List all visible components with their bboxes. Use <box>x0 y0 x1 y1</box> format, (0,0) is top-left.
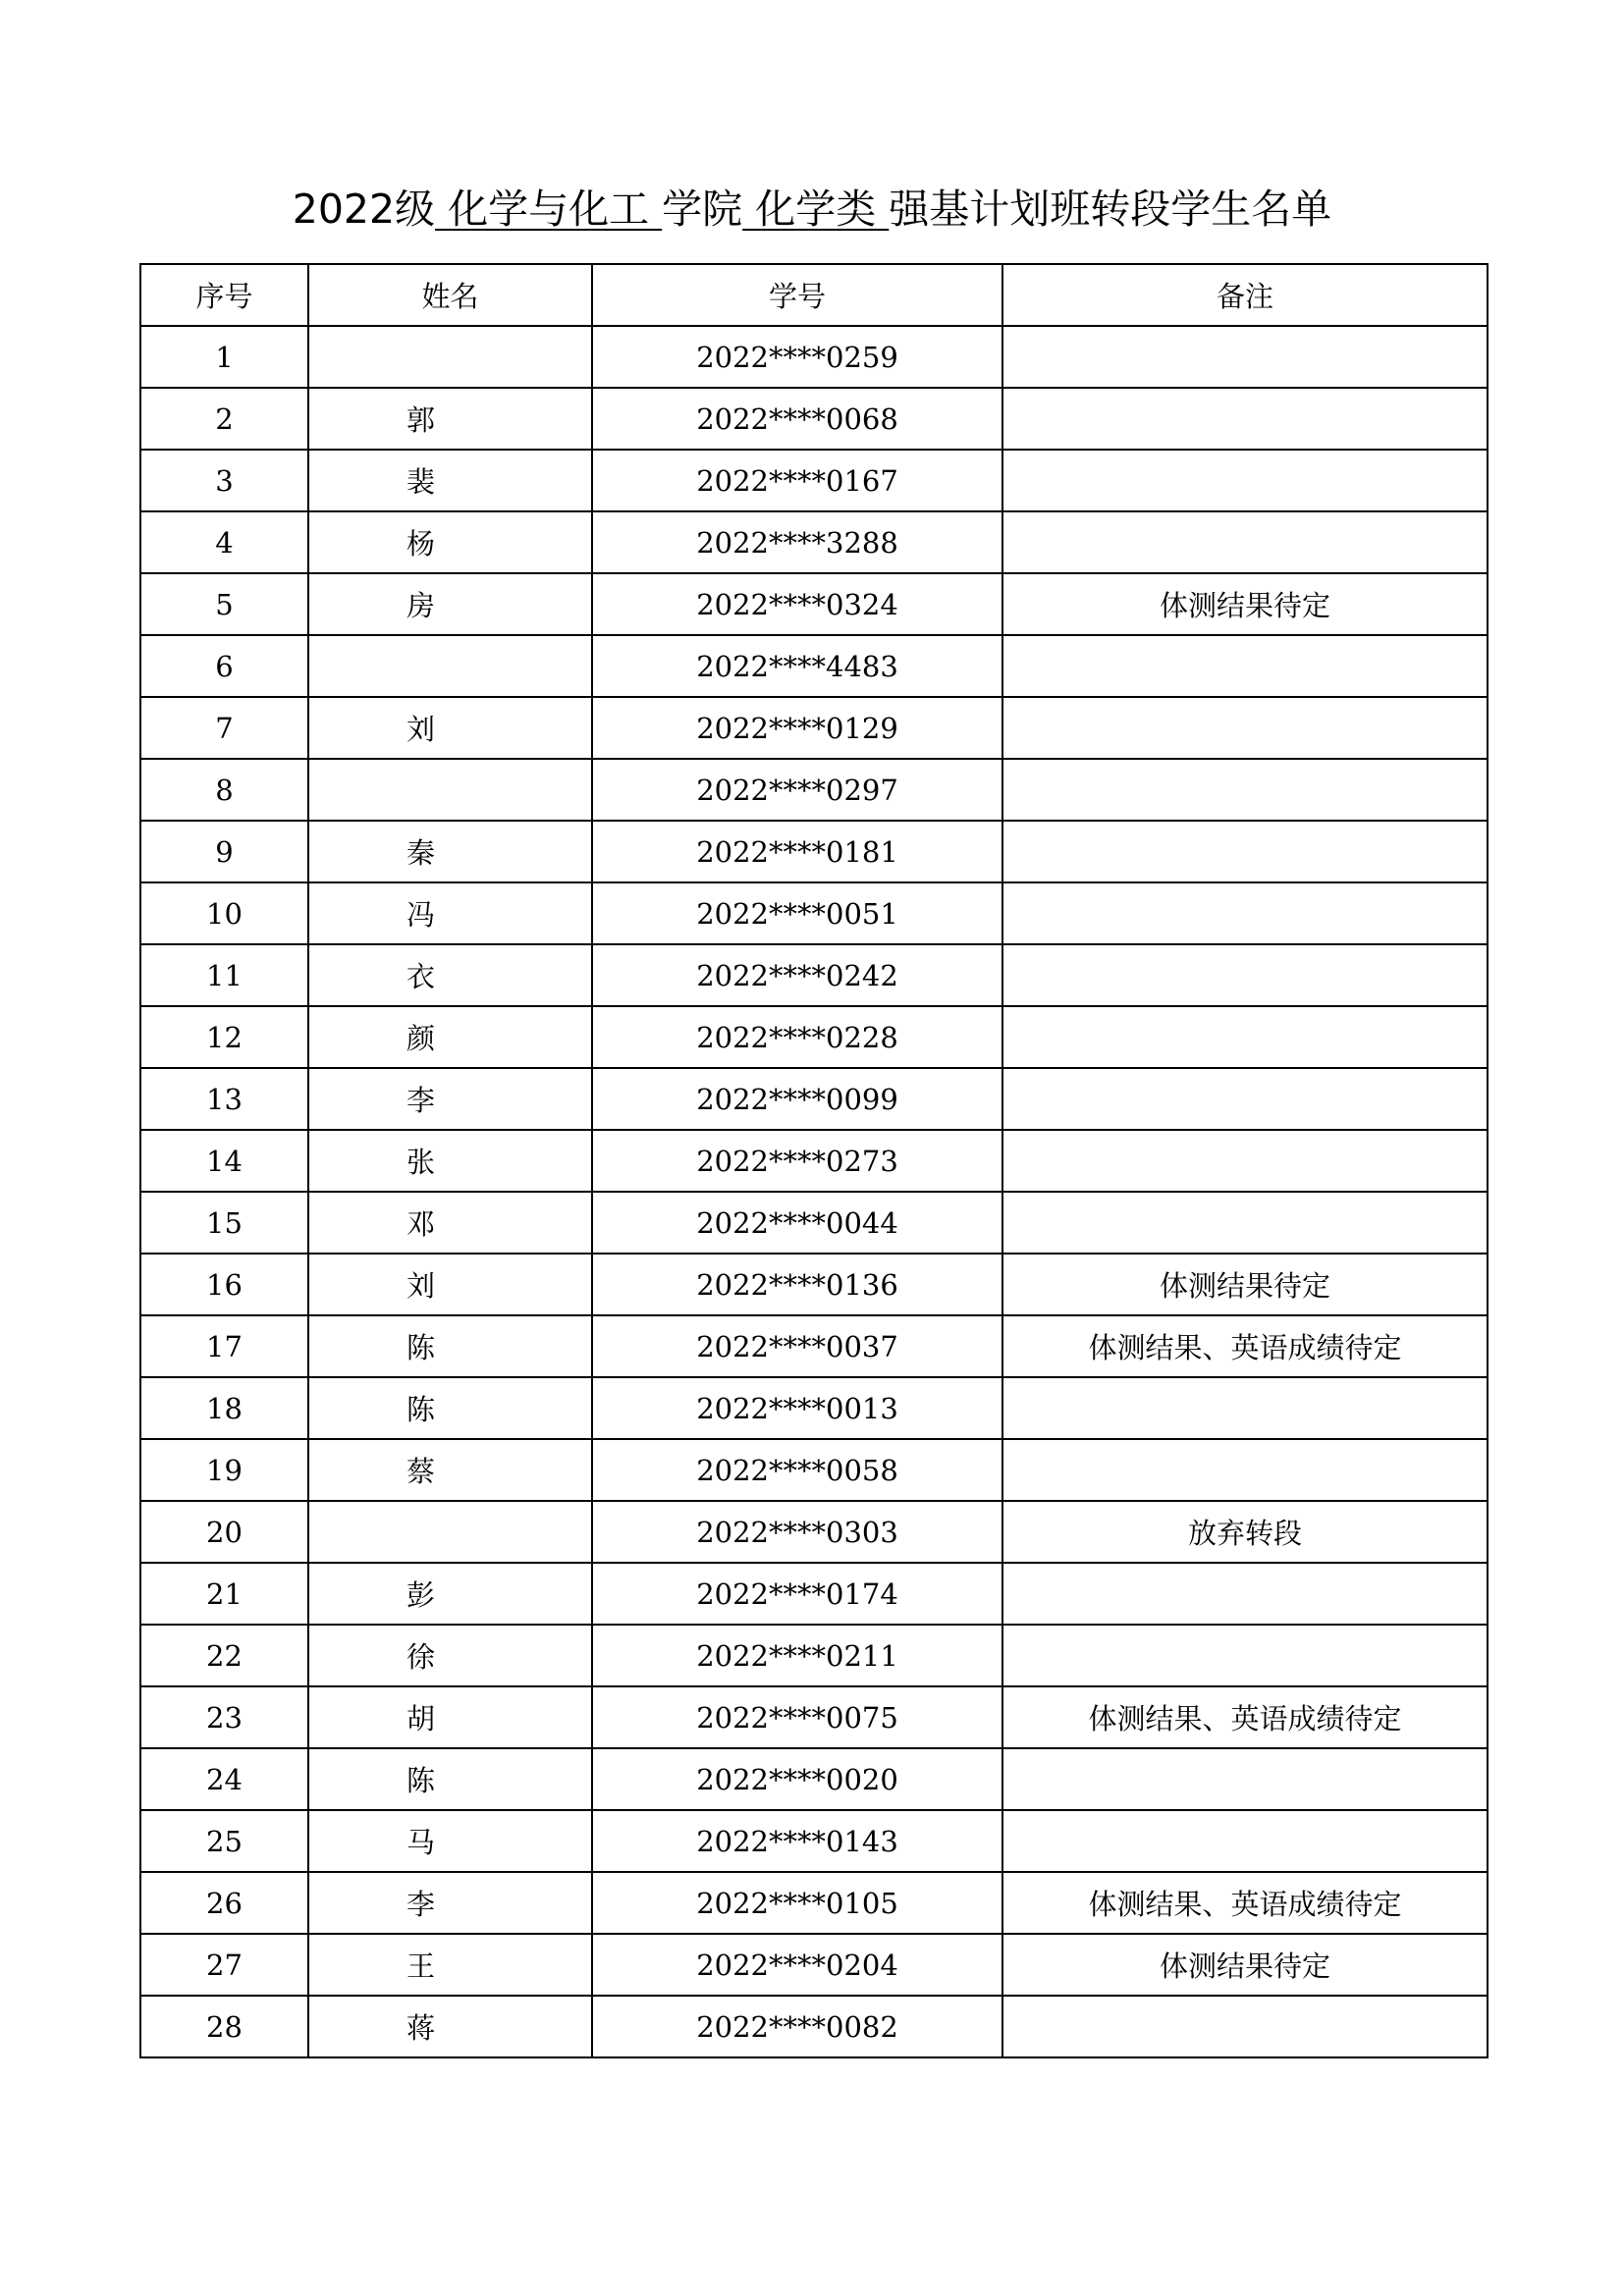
redaction-gap <box>449 1501 504 1503</box>
student-name-cell <box>308 1686 592 1748</box>
row-number: 9 <box>140 821 308 882</box>
student-name-cell <box>308 1625 592 1686</box>
row-number: 1 <box>140 326 308 388</box>
student-name: 颜 <box>406 1022 435 1055</box>
student-name-cell <box>308 1006 592 1068</box>
note-cell <box>1002 1563 1488 1625</box>
header-no: 序号 <box>140 264 308 326</box>
page-title <box>0 180 1624 239</box>
student-name: 房 <box>406 589 435 622</box>
student-id: 2022****0204 <box>592 1934 1002 1996</box>
note-cell <box>1002 511 1488 573</box>
student-name: 李 <box>406 1084 435 1117</box>
row-number: 20 <box>140 1501 308 1563</box>
redaction-gap <box>449 1810 504 1812</box>
student-id: 2022****0105 <box>592 1872 1002 1934</box>
table-row <box>140 1501 1488 1563</box>
student-name-cell <box>308 573 592 635</box>
row-number: 24 <box>140 1748 308 1810</box>
student-name-cell <box>308 1068 592 1130</box>
table-row <box>140 1686 1488 1748</box>
redaction-gap <box>449 944 504 946</box>
student-id: 2022****0020 <box>592 1748 1002 1810</box>
student-name-cell <box>308 759 592 821</box>
note-cell <box>1002 326 1488 388</box>
note-cell <box>1002 1748 1488 1810</box>
row-number: 5 <box>140 573 308 635</box>
table-row <box>140 511 1488 573</box>
student-id: 2022****0044 <box>592 1192 1002 1254</box>
note-cell <box>1002 697 1488 759</box>
note-cell <box>1002 1810 1488 1872</box>
student-name: 刘 <box>406 713 435 746</box>
student-id: 2022****0273 <box>592 1130 1002 1192</box>
row-number: 3 <box>140 450 308 511</box>
note-cell <box>1002 1377 1488 1439</box>
redaction-gap <box>449 450 504 452</box>
student-id: 2022****0068 <box>592 388 1002 450</box>
note-cell <box>1002 944 1488 1006</box>
row-number: 15 <box>140 1192 308 1254</box>
row-number: 16 <box>140 1254 308 1315</box>
header-note: 备注 <box>1002 264 1488 326</box>
student-name-cell <box>308 1501 592 1563</box>
table-row <box>140 759 1488 821</box>
header-student-id: 学号 <box>592 264 1002 326</box>
note-cell <box>1002 1130 1488 1192</box>
title-college: 化学与化工 <box>435 186 663 233</box>
row-number: 10 <box>140 882 308 944</box>
redaction-gap <box>449 1563 504 1565</box>
student-roster-table <box>139 263 1489 2058</box>
row-number: 14 <box>140 1130 308 1192</box>
redaction-gap <box>449 573 504 575</box>
table-row <box>140 1192 1488 1254</box>
student-id: 2022****0075 <box>592 1686 1002 1748</box>
header-name: 姓名 <box>308 264 592 326</box>
student-name-cell <box>308 1748 592 1810</box>
student-name-cell <box>308 1439 592 1501</box>
student-name: 胡 <box>406 1702 435 1735</box>
note-cell <box>1002 388 1488 450</box>
student-id: 2022****0129 <box>592 697 1002 759</box>
student-name-cell <box>308 388 592 450</box>
student-id: 2022****0181 <box>592 821 1002 882</box>
student-id: 2022****0099 <box>592 1068 1002 1130</box>
redaction-gap <box>449 1686 504 1688</box>
table-row <box>140 1563 1488 1625</box>
table-row <box>140 326 1488 388</box>
table-row <box>140 1748 1488 1810</box>
note-cell: 放弃转段 <box>1002 1501 1488 1563</box>
student-id: 2022****0242 <box>592 944 1002 1006</box>
student-name-cell <box>308 821 592 882</box>
student-name: 陈 <box>406 1331 435 1364</box>
note-cell <box>1002 759 1488 821</box>
note-cell <box>1002 635 1488 697</box>
redaction-gap <box>449 1192 504 1194</box>
row-number: 28 <box>140 1996 308 2057</box>
redaction-gap <box>449 759 504 761</box>
student-id: 2022****0259 <box>592 326 1002 388</box>
table-row <box>140 697 1488 759</box>
student-id: 2022****0303 <box>592 1501 1002 1563</box>
row-number: 18 <box>140 1377 308 1439</box>
student-name-cell <box>308 1254 592 1315</box>
note-cell <box>1002 1625 1488 1686</box>
redaction-gap <box>449 1996 504 1998</box>
student-name-cell <box>308 326 592 388</box>
row-number: 13 <box>140 1068 308 1130</box>
student-id: 2022****0058 <box>592 1439 1002 1501</box>
student-name-cell <box>308 1377 592 1439</box>
student-id: 2022****3288 <box>592 511 1002 573</box>
note-cell <box>1002 1996 1488 2057</box>
redaction-gap <box>449 882 504 884</box>
redaction-gap <box>449 388 504 390</box>
table-row <box>140 1934 1488 1996</box>
student-id: 2022****0013 <box>592 1377 1002 1439</box>
row-number: 21 <box>140 1563 308 1625</box>
row-number: 19 <box>140 1439 308 1501</box>
table-row <box>140 1439 1488 1501</box>
row-number: 22 <box>140 1625 308 1686</box>
note-cell <box>1002 1439 1488 1501</box>
table-row <box>140 635 1488 697</box>
row-number: 12 <box>140 1006 308 1068</box>
note-cell <box>1002 821 1488 882</box>
student-name-cell <box>308 882 592 944</box>
redaction-gap <box>449 1934 504 1936</box>
student-name: 蒋 <box>406 2011 435 2045</box>
row-number: 17 <box>140 1315 308 1377</box>
redaction-gap <box>449 1254 504 1255</box>
table-row <box>140 1996 1488 2057</box>
title-year: 2022级 <box>292 186 436 233</box>
student-id: 2022****0167 <box>592 450 1002 511</box>
note-cell <box>1002 882 1488 944</box>
row-number: 4 <box>140 511 308 573</box>
student-name-cell <box>308 1872 592 1934</box>
table-row <box>140 573 1488 635</box>
row-number: 7 <box>140 697 308 759</box>
student-id: 2022****4483 <box>592 635 1002 697</box>
redaction-gap <box>449 821 504 823</box>
student-name: 裴 <box>406 465 435 499</box>
student-name: 彭 <box>406 1578 435 1612</box>
redaction-gap <box>449 1068 504 1070</box>
row-number: 11 <box>140 944 308 1006</box>
table-row <box>140 1872 1488 1934</box>
student-name-cell <box>308 944 592 1006</box>
table-row <box>140 1006 1488 1068</box>
note-cell <box>1002 1068 1488 1130</box>
note-cell: 体测结果、英语成绩待定 <box>1002 1872 1488 1934</box>
note-cell <box>1002 1006 1488 1068</box>
student-name: 杨 <box>406 527 435 561</box>
redaction-gap <box>449 1439 504 1441</box>
table-row <box>140 1625 1488 1686</box>
redaction-gap <box>449 1872 504 1874</box>
student-id: 2022****0297 <box>592 759 1002 821</box>
row-number: 2 <box>140 388 308 450</box>
student-name: 陈 <box>406 1764 435 1797</box>
row-number: 23 <box>140 1686 308 1748</box>
student-name-cell <box>308 1810 592 1872</box>
student-name-cell <box>308 697 592 759</box>
redaction-gap <box>449 1625 504 1627</box>
redaction-gap <box>449 1006 504 1008</box>
table-body <box>140 326 1488 2057</box>
student-id: 2022****0228 <box>592 1006 1002 1068</box>
student-name-cell <box>308 635 592 697</box>
student-name-cell <box>308 1996 592 2057</box>
student-name-cell <box>308 511 592 573</box>
student-id: 2022****0174 <box>592 1563 1002 1625</box>
redaction-gap <box>449 511 504 513</box>
student-name: 郭 <box>406 403 435 437</box>
student-id: 2022****0082 <box>592 1996 1002 2057</box>
student-name-cell <box>308 1934 592 1996</box>
student-name: 张 <box>406 1146 435 1179</box>
note-cell: 体测结果待定 <box>1002 1254 1488 1315</box>
title-college-suffix: 学院 <box>662 186 743 233</box>
student-id: 2022****0211 <box>592 1625 1002 1686</box>
table-row <box>140 1254 1488 1315</box>
student-name-cell <box>308 1130 592 1192</box>
note-cell: 体测结果待定 <box>1002 573 1488 635</box>
student-name-cell <box>308 450 592 511</box>
redaction-gap <box>449 1130 504 1132</box>
note-cell <box>1002 1192 1488 1254</box>
student-name: 徐 <box>406 1640 435 1674</box>
redaction-gap <box>449 1748 504 1750</box>
student-name: 蔡 <box>406 1455 435 1488</box>
student-id: 2022****0136 <box>592 1254 1002 1315</box>
note-cell <box>1002 450 1488 511</box>
table-row <box>140 1810 1488 1872</box>
title-rest: 强基计划班转段学生名单 <box>889 186 1332 233</box>
row-number: 26 <box>140 1872 308 1934</box>
redaction-gap <box>449 1377 504 1379</box>
student-id: 2022****0037 <box>592 1315 1002 1377</box>
student-name: 冯 <box>406 898 435 932</box>
student-id: 2022****0143 <box>592 1810 1002 1872</box>
table-row <box>140 450 1488 511</box>
note-cell: 体测结果、英语成绩待定 <box>1002 1686 1488 1748</box>
student-name: 邓 <box>406 1207 435 1241</box>
redaction-gap <box>449 697 504 699</box>
table-header-row <box>140 264 1488 326</box>
student-name: 李 <box>406 1888 435 1921</box>
table-row <box>140 1068 1488 1130</box>
row-number: 8 <box>140 759 308 821</box>
student-name: 刘 <box>406 1269 435 1303</box>
student-id: 2022****0324 <box>592 573 1002 635</box>
note-cell: 体测结果、英语成绩待定 <box>1002 1315 1488 1377</box>
student-name: 马 <box>406 1826 435 1859</box>
redaction-gap <box>449 1315 504 1317</box>
note-cell: 体测结果待定 <box>1002 1934 1488 1996</box>
title-major: 化学类 <box>742 186 890 233</box>
student-id: 2022****0051 <box>592 882 1002 944</box>
student-name: 陈 <box>406 1393 435 1426</box>
student-name-cell <box>308 1192 592 1254</box>
student-name-cell <box>308 1563 592 1625</box>
row-number: 25 <box>140 1810 308 1872</box>
table-row <box>140 1130 1488 1192</box>
student-name-cell <box>308 1315 592 1377</box>
table-row <box>140 1315 1488 1377</box>
student-name: 衣 <box>406 960 435 993</box>
table-row <box>140 1377 1488 1439</box>
table-row <box>140 882 1488 944</box>
table-row <box>140 944 1488 1006</box>
row-number: 27 <box>140 1934 308 1996</box>
student-name: 王 <box>406 1949 435 1983</box>
redaction-gap <box>449 635 504 637</box>
student-name: 秦 <box>406 836 435 870</box>
table-row <box>140 388 1488 450</box>
row-number: 6 <box>140 635 308 697</box>
table-row <box>140 821 1488 882</box>
